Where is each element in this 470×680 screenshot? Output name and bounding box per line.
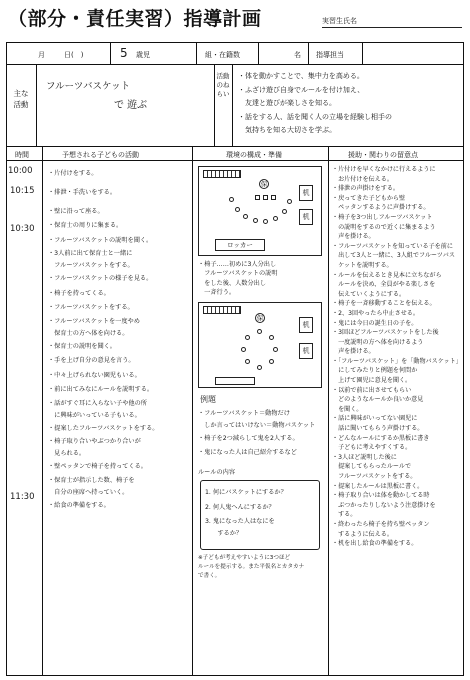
children-activity-item: ・片付けをする。 [48, 170, 98, 177]
cabinet [299, 317, 313, 333]
environment-note-line: ・椅子……初めに3人分出し [198, 261, 277, 268]
time-column-header: 時間 [15, 151, 29, 159]
children-activity-item: ・保育士の説明を聞く。 [48, 342, 116, 350]
support-note-line: 話に聞いてもらう声掛けする。 [332, 425, 424, 433]
locker [215, 239, 265, 251]
footnote-line: ルールを提示する。また平仮名とカタカナ [198, 564, 305, 570]
child-seat [235, 207, 240, 212]
chair-circle [257, 365, 262, 370]
environment-note-line: フルーツバスケットの説明 [198, 270, 278, 278]
support-note-line: ぶつかったりしないよう注意掛けを [332, 501, 436, 509]
room-layout-sketch-1 [198, 166, 322, 256]
children-activity-item: ・フルーツバスケットをする。 [48, 304, 134, 311]
column-header-bottom-line [6, 160, 464, 161]
support-note-line: ・2、3回やったら中止させる。 [332, 309, 419, 317]
time-column-divider [42, 146, 43, 676]
children-activity-item: 見られる。 [48, 450, 86, 457]
time-entry: 11:30 [10, 492, 35, 502]
support-note-line: ・ルールを伝えるとき見本に立ちながら [332, 271, 442, 279]
header-divider [110, 42, 111, 64]
child-seat [287, 199, 292, 204]
support-note-line: ・片付けを早くなかけに行えるように [332, 166, 436, 173]
children-activity-item: ・フルーツバスケットを一度やめ [48, 317, 140, 325]
support-note-line: 一度説明の方へ体を向けるよう [332, 338, 424, 346]
aim-line: ・ふざけ遊び自身でルールを付け加え、 [238, 85, 365, 94]
cabinet [299, 185, 313, 201]
environment-note-line: をした後、人数分出し [198, 279, 267, 287]
time-entry: 10:00 [8, 166, 33, 176]
aim-line: ・体を動かすことで、集中力を高める。 [238, 72, 364, 80]
chair-circle [273, 347, 278, 352]
header-divider [308, 42, 309, 64]
children-activity-item: ・椅子取り合いやぶつかり合いが [48, 438, 141, 445]
support-note-line: ・フルーツバスケットを知っている子を前に [332, 242, 453, 250]
support-note-line: ・排泄の声掛けをする。 [332, 185, 400, 193]
children-activity-item: ・前に出てみなにルールを説明する。 [48, 386, 154, 393]
count-unit-label: 名 [294, 51, 301, 59]
cabinet [299, 343, 313, 359]
example-line: ・椅子を2つ減らして鬼を2人する。 [198, 435, 299, 442]
rules-footnote [198, 554, 304, 581]
rule-line: 1. 何にバスケットにするか？ [205, 489, 287, 496]
day-label: 日( ) [64, 51, 84, 59]
header-divider [362, 42, 363, 64]
time-entry: 10:15 [10, 186, 35, 196]
main-activity-line-1: フルーツバスケット [46, 81, 131, 92]
support-note-line: ・鬼には今日の誕生日の子を。 [332, 319, 418, 327]
time-entry: 10:30 [10, 224, 35, 234]
children-activity-item: フルーツバスケットをする。 [48, 262, 134, 269]
footnote-line: で書く。 [198, 573, 221, 579]
class-count-label: 組・在籍数 [205, 51, 240, 59]
children-activity-item: ・手を上げ自分の意見を言う。 [48, 357, 135, 364]
environment-column-divider [328, 146, 329, 676]
teacher-mark [259, 179, 269, 189]
chair [263, 195, 268, 200]
children-activity-item: ・排泄・手洗いをする。 [48, 189, 117, 196]
children-activity-item: ・フルーツバスケットの様子を見る。 [48, 275, 153, 282]
chair-circle [245, 335, 250, 340]
aims-label-divider [232, 64, 233, 146]
chair [271, 195, 276, 200]
support-note-line: にしてみたりと例題を何問か [332, 367, 418, 375]
support-note-line: ルールを決め、全員がやる楽しさを [332, 281, 436, 289]
child-seat [229, 197, 234, 202]
support-note-line: 提案してもらったルールで [332, 463, 412, 471]
age-value: 5 [120, 46, 128, 60]
chair-notes [198, 260, 278, 298]
children-activity-item: ・壁に沿って座る。 [48, 208, 104, 215]
aims-text [238, 70, 392, 138]
support-note-line: フルーツバスケットをする。 [332, 473, 417, 480]
support-note-line: ・終わったら椅子を持ち壁ペッタン [332, 520, 430, 528]
support-note-line: ・椅子を3つ出しフルーツバスケット [332, 213, 433, 221]
support-note-line: ・椅子を一斉移動することを伝える。 [332, 300, 436, 308]
support-notes-list [332, 165, 462, 549]
support-note-line: 上げて園児に意見を聞く。 [332, 377, 412, 385]
child-seat [282, 209, 287, 214]
support-note-line: ・3回ほどフルーツバスケットをした後 [332, 329, 439, 337]
rules-box [200, 480, 320, 550]
main-activity-label: 主な活動 [13, 89, 29, 109]
header-row-bottom-line [6, 64, 464, 65]
cabinet [299, 209, 313, 225]
support-note-line: 子どもに考えやすくする。 [332, 444, 412, 452]
age-unit-label: 歳児 [136, 51, 150, 59]
support-note-line: 声を掛ける。 [332, 233, 375, 241]
children-activity-item: ・提案したフルーツバスケットをする。 [48, 424, 159, 432]
child-seat [243, 214, 248, 219]
children-activity-item: ・給食の準備をする。 [48, 501, 110, 509]
chair-circle [245, 359, 250, 364]
main-activity-divider [36, 64, 37, 146]
support-note-line: ・「フルーツバスケット」を「動物バスケット」 [332, 357, 462, 365]
support-note-line: の説明をするので近くに集まるよう [332, 223, 436, 231]
chair-circle [269, 359, 274, 364]
month-label: 月 [38, 51, 45, 59]
document-title: （部分・責任実習）指導計画 [8, 8, 262, 30]
children-activity-item: に興味がいっている子もいる。 [48, 411, 141, 419]
teacher-mark-label: 保 [256, 314, 264, 322]
children-activity-item: ・椅子を持ってくる。 [48, 289, 110, 297]
child-seat [263, 219, 268, 224]
child-seat [253, 218, 258, 223]
children-activity-item: 自分の座席へ持っていく。 [48, 488, 129, 496]
example-line: しか言ってはいけない＝動物バスケット [198, 422, 316, 429]
footnote-line: ※子どもが考えやすいように3つほど [198, 555, 291, 561]
rule-line: 3. 鬼になった人はなにを [205, 518, 275, 525]
children-column-header: 予想される子どもの活動 [62, 151, 139, 159]
locker [215, 377, 255, 385]
support-note-line: ・話に興味がいってない園児に [332, 415, 418, 423]
support-note-line: ・以前で前に出させてもらい [332, 386, 412, 394]
support-note-line: ・3人ほど説明した後に [332, 453, 397, 461]
support-note-line: を聞く。 [332, 405, 363, 413]
room-layout-sketch-2 [198, 302, 322, 388]
cabinet-label: 机 [302, 347, 310, 355]
rule-line: 2. 何人鬼へんにするか？ [205, 504, 275, 511]
support-note-line: 出して3人と一緒に、3人組でフルーツバス [332, 252, 455, 260]
children-activity-item: 保育士の方へ体を向ける。 [48, 329, 129, 337]
aims-label: 活動のねらい [216, 72, 230, 98]
support-note-line: どのようなルールか良いか意見 [332, 396, 424, 404]
chair-circle [257, 329, 262, 334]
support-note-line: するように伝える。 [332, 530, 393, 538]
children-activity-item: ・フルーツバスケットの説明を聞く。 [48, 236, 153, 244]
aims-divider [214, 64, 215, 146]
teacher-in-charge-label: 指導担当 [316, 51, 344, 59]
children-activity-item: ・壁ペッタンで椅子を持ってくる。 [48, 463, 147, 470]
children-column-divider [192, 146, 193, 676]
support-note-line: お片付けを伝える。 [332, 175, 393, 183]
support-note-line: ・どんなルールにするか黒板に書き [332, 434, 430, 442]
aim-line: 気持ちを知る大切さを学ぶ。 [238, 126, 337, 134]
teacher-mark-label: 保 [260, 180, 268, 188]
aims-row-bottom-line [6, 146, 464, 147]
aim-line: ・話をする人、話を聞く人の立場を経験し相手の [238, 112, 392, 121]
children-activity-item: ・中々上げられない園児もいる。 [48, 371, 141, 379]
support-note-line: ケットを説明する。 [332, 261, 393, 269]
support-note-line: ・提案したルールは黒板に書く。 [332, 482, 424, 490]
example-line: ・鬼になった人は自己紹介するなど [198, 449, 297, 456]
chair [255, 195, 260, 200]
locker-label: ロッカー [227, 241, 253, 249]
header-divider [196, 42, 197, 64]
rules-title: ルールの内容 [198, 469, 236, 476]
support-note-line: ・戻ってきた子どもから壁 [332, 194, 406, 202]
support-note-line: 伝えていくようにする。 [332, 290, 406, 298]
wall-shelf [203, 306, 241, 314]
support-note-line: する。 [332, 511, 357, 519]
children-activity-item: ・保育士が指示した数、椅子を [48, 476, 135, 484]
child-seat [273, 216, 278, 221]
environment-note-line: 一斉行う。 [198, 289, 236, 297]
children-activity-item: ・話がすぐ耳に入らない子や他の所 [48, 399, 147, 407]
aim-line: 友達と遊びが楽しさを知る。 [238, 99, 336, 107]
children-activity-list [48, 166, 158, 513]
cabinet-label: 机 [302, 213, 310, 221]
support-note-line: 声を掛ける。 [332, 348, 375, 356]
support-note-line: ・机を出し給食の準備をする。 [332, 540, 418, 548]
chair-circle [241, 347, 246, 352]
example-list [198, 408, 315, 460]
example-line: ・フルーツバスケット＝動物だけ [198, 410, 290, 417]
support-note-line: ・椅子取り合いは体を動かしてる時 [332, 492, 430, 500]
example-title: 例題 [200, 395, 216, 404]
rule-line: するか？ [205, 530, 243, 537]
children-activity-item: ・保育士の周りに集まる。 [48, 222, 123, 229]
teacher-mark [255, 313, 265, 323]
cabinet-label: 机 [302, 189, 310, 197]
cabinet-label: 机 [302, 321, 310, 329]
main-activity-line-2: で 遊ぶ [114, 100, 148, 111]
wall-shelf [203, 170, 241, 178]
environment-column-header: 環境の構成・準備 [226, 151, 282, 159]
support-column-header: 援助・関わりの留意点 [348, 151, 418, 159]
chair-circle [269, 335, 274, 340]
support-note-line: ペッタンするように声掛けする。 [332, 204, 430, 212]
student-name-label: 実習生氏名 [322, 16, 462, 28]
header-divider [258, 42, 259, 64]
children-activity-item: ・3人前に出て保育士と一緒に [48, 250, 133, 257]
